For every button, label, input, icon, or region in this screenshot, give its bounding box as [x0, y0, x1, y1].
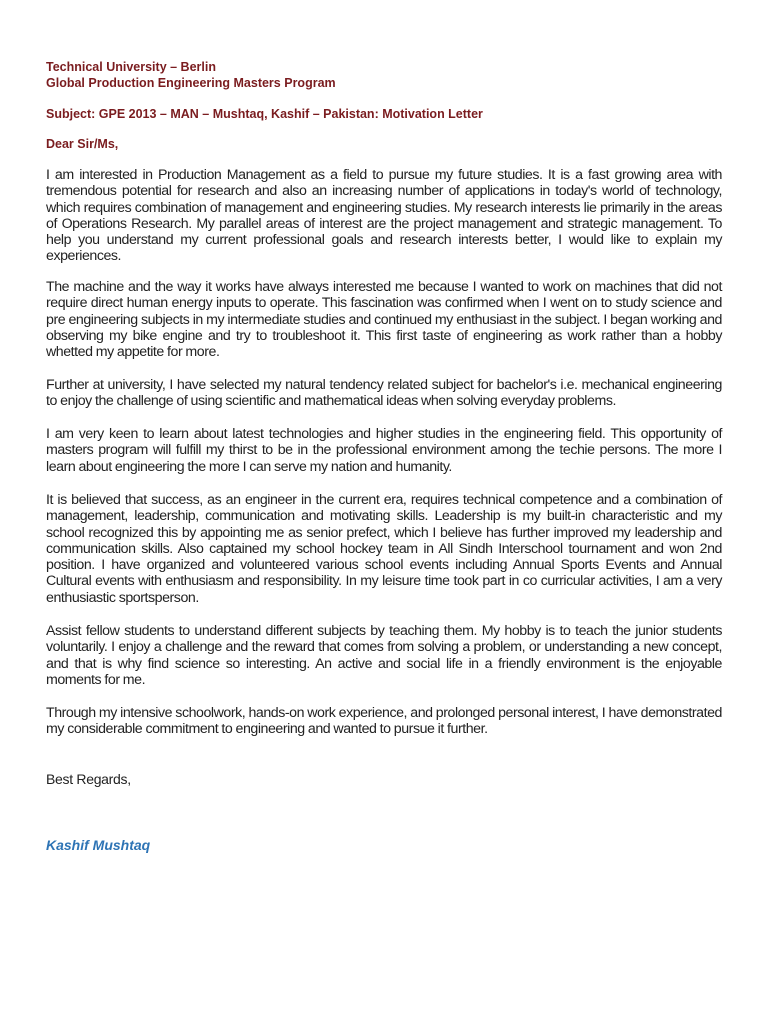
paragraph-technologies: I am very keen to learn about latest technologies and higher studies in the engineering field. This opportunity of masters program will fulfill my thirst to be in the professional environment among the techie persons. The more I learn about engineering the more I can serve my nation and humanity. [46, 426, 722, 475]
paragraph-teaching: Assist fellow students to understand different subjects by teaching them. My hobby is to teach the junior students voluntarily. I enjoy a challenge and the reward that comes from solving a problem, or understanding a new concept, and that is why find science so interesting. An active and social life in a friendly environment is the enjoyable moments for me. [46, 623, 722, 688]
institution-name: Technical University – Berlin [46, 60, 216, 74]
paragraph-leadership: It is believed that success, as an engineer in the current era, requires technical competence and a combination of management, leadership, communication and motivating skills. Leadership is my built-in characteristic and my school recognized this by appointing me as senior prefect, which I believe has further improved my leadership and communication skills. Also captained my school hockey team in All Sindh Interschool tournament and won 2nd position. I have organized and volunteered various school events including Annual Sports Events and Annual Cultural events with enthusiasm and responsibility. In my leisure time took part in co curricular activities, I am a very enthusiastic sportsperson. [46, 492, 722, 606]
paragraph-intro: I am interested in Production Management as a field to pursue my future studies. It is a fast growing area with tremendous potential for research and also an increasing number of applications in today's world of technology, which requires combination of management and engineering studies. My research interests lie primarily in the areas of Operations Research. My parallel areas of interest are the project management and strategic management. To help you understand my current professional goals and research interests better, I would like to explain my experiences. [46, 167, 722, 265]
salutation: Dear Sir/Ms, [46, 137, 119, 151]
paragraph-commitment: Through my intensive schoolwork, hands-on work experience, and prolonged personal interest, I have demonstrated my considerable commitment to engineering and wanted to pursue it further. [46, 705, 722, 738]
paragraph-machines: The machine and the way it works have always interested me because I wanted to work on machines that did not require direct human energy inputs to operate. This fascination was confirmed when I went on to study science and pre engineering subjects in my intermediate studies and continued my enthusiast in the subject. I began working and observing my bike engine and try to troubleshoot it. This first taste of engineering as work rather than a hobby whetted my appetite for more. [46, 279, 722, 361]
paragraph-university: Further at university, I have selected my natural tendency related subject for bachelor's i.e. mechanical engineering to enjoy the challenge of using scientific and mathematical ideas when solving everyday problems. [46, 377, 722, 410]
closing: Best Regards, [46, 771, 131, 787]
program-name: Global Production Engineering Masters Program [46, 76, 336, 90]
signature: Kashif Mushtaq [46, 837, 151, 853]
subject-line: Subject: GPE 2013 – MAN – Mushtaq, Kashif – Pakistan: Motivation Letter [46, 107, 483, 121]
